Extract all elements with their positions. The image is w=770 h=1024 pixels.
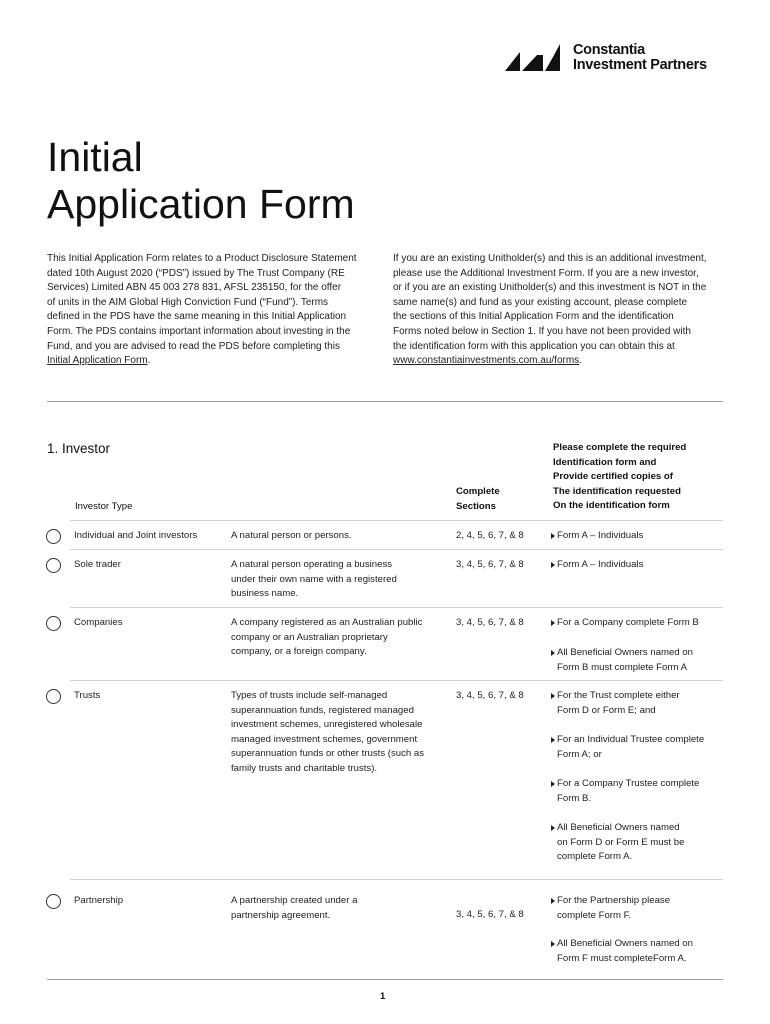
radio-companies[interactable] bbox=[46, 616, 61, 631]
bullet-arrow-icon bbox=[551, 693, 555, 699]
complete-sections-value: 3, 4, 5, 6, 7, & 8 bbox=[456, 909, 524, 920]
footer-divider bbox=[47, 979, 723, 980]
page-title-line1: Initial bbox=[47, 134, 143, 180]
row-divider bbox=[70, 549, 723, 550]
investor-type-label: Companies bbox=[74, 617, 123, 628]
logo-mark-icon bbox=[505, 43, 565, 72]
investor-type-description: A natural person or persons. bbox=[231, 530, 352, 541]
investor-type-description: Types of trusts include self-managed superannuation funds, registered managed investment schemes, unregistered wholesale managed investment schemes, government superannuation funds or other trusts (such as family trusts and charitable trusts). bbox=[231, 690, 425, 774]
initial-application-form-link[interactable]: Initial Application Form bbox=[47, 355, 148, 367]
bullet-arrow-icon bbox=[551, 650, 555, 656]
bullet-arrow-icon bbox=[551, 620, 555, 626]
intro-left-paragraph: This Initial Application Form relates to a Product Disclosure Statement dated 10th August 2020 (“PDS”) issued by The Trust Company (RE Services) Limited ABN 45 003 278 831, AFSL 235150, for the offer of units in the AIM Global High Conviction Fund (“Fund”). Terms defined in the PDS have the same meaning in this Initial Application Form. The PDS contains important information about investing in the Fund, and you are advised to read the PDS before completing this Initial Application Form. bbox=[47, 253, 357, 367]
header-identification: Please complete the required Identification form and Provide certified copies of The identification requested On the identification form bbox=[553, 442, 687, 512]
section-title: 1. Investor bbox=[47, 441, 111, 456]
row-divider bbox=[70, 520, 723, 521]
section-divider bbox=[47, 401, 723, 402]
bullet-arrow-icon bbox=[551, 825, 555, 831]
row-divider bbox=[70, 680, 723, 681]
complete-sections-value: 2, 4, 5, 6, 7, & 8 bbox=[456, 530, 524, 541]
radio-sole-trader[interactable] bbox=[46, 558, 61, 573]
investor-type-label: Partnership bbox=[74, 895, 124, 906]
complete-sections-value: 3, 4, 5, 6, 7, & 8 bbox=[456, 617, 524, 628]
bullet-arrow-icon bbox=[551, 898, 555, 904]
page-title-line2: Application Form bbox=[47, 181, 355, 227]
intro-right-paragraph: If you are an existing Unitholder(s) and this is an additional investment, please use the Additional Investment Form. If you are a new investor, or if you are an existing Unitholder(s) and this investment is NOT in the same name(s) and fund as your existing account, please complete the sections of this Initial Application Form and the identification Forms noted below in Section 1. If you have not been provided with the identification form with this application you can obtain this at www.constantiainvestments.com.au/forms. bbox=[393, 253, 707, 367]
radio-partnership[interactable] bbox=[46, 894, 61, 909]
bullet-arrow-icon bbox=[551, 533, 555, 539]
forms-website-link[interactable]: www.constantiainvestments.com.au/forms bbox=[393, 355, 580, 367]
brand-logo bbox=[505, 43, 735, 73]
radio-individual-joint[interactable] bbox=[46, 529, 61, 544]
brand-name-line2: Investment Partners bbox=[573, 57, 707, 73]
row-divider bbox=[70, 879, 723, 880]
complete-sections-value: 3, 4, 5, 6, 7, & 8 bbox=[456, 690, 524, 701]
page-number: 1 bbox=[380, 991, 386, 1002]
investor-type-description: A partnership created under a partnership agreement. bbox=[231, 895, 358, 921]
header-complete-sections: Complete Sections bbox=[456, 486, 500, 512]
row-divider bbox=[70, 607, 723, 608]
investor-type-label: Individual and Joint investors bbox=[74, 530, 198, 541]
investor-type-description: A natural person operating a business under their own name with a registered business name. bbox=[231, 559, 397, 600]
brand-name-line1: Constantia bbox=[573, 42, 645, 58]
investor-type-label: Trusts bbox=[74, 690, 101, 701]
investor-type-description: A company registered as an Australian public company or an Australian proprietary company, or a foreign company. bbox=[231, 617, 423, 658]
radio-trusts[interactable] bbox=[46, 689, 61, 704]
complete-sections-value: 3, 4, 5, 6, 7, & 8 bbox=[456, 559, 524, 570]
bullet-arrow-icon bbox=[551, 941, 555, 947]
investor-type-label: Sole trader bbox=[74, 559, 121, 570]
header-investor-type: Investor Type bbox=[75, 501, 133, 512]
bullet-arrow-icon bbox=[551, 562, 555, 568]
bullet-arrow-icon bbox=[551, 737, 555, 743]
bullet-arrow-icon bbox=[551, 781, 555, 787]
